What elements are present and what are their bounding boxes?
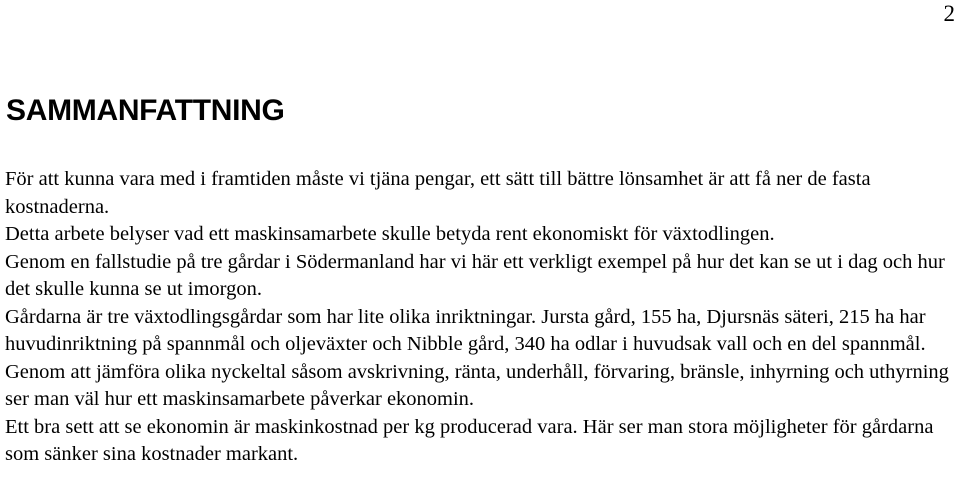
paragraph-1: För att kunna vara med i framtiden måste vi tjäna pengar, ett sätt till bättre lönsamhet är att få ner de fasta kostnaderna.	[5, 168, 871, 218]
paragraph-6: Ett bra sett att se ekonomin är maskinkostnad per kg producerad vara. Här ser man stora möjligheter för gårdarna som sänker sina kostnader markant.	[5, 415, 934, 465]
paragraph-3: Genom en fallstudie på tre gårdar i Södermanland har vi här ett verkligt exempel på hur det kan se ut i dag och hur det skulle kunna se ut imorgon.	[5, 250, 945, 300]
section-heading: SAMMANFATTNING	[6, 94, 285, 127]
paragraph-5: Genom att jämföra olika nyckeltal såsom avskrivning, ränta, underhåll, förvaring, bränsle, inhyrning och uthyrning ser man väl hur ett maskinsamarbete påverkar ekonomin.	[5, 360, 949, 410]
summary-body	[5, 166, 953, 469]
paragraph-2: Detta arbete belyser vad ett maskinsamarbete skulle betyda rent ekonomiskt för växtodlingen.	[5, 223, 775, 245]
paragraph-4: Gårdarna är tre växtodlingsgårdar som har lite olika inriktningar. Jursta gård, 155 ha, Djursnäs säteri, 215 ha har huvudinriktning på spannmål och oljeväxter och Nibble gård, 340 ha odlar i huvudsak vall och en del spannmål.	[5, 305, 926, 355]
page-number: 2	[943, 1, 955, 26]
